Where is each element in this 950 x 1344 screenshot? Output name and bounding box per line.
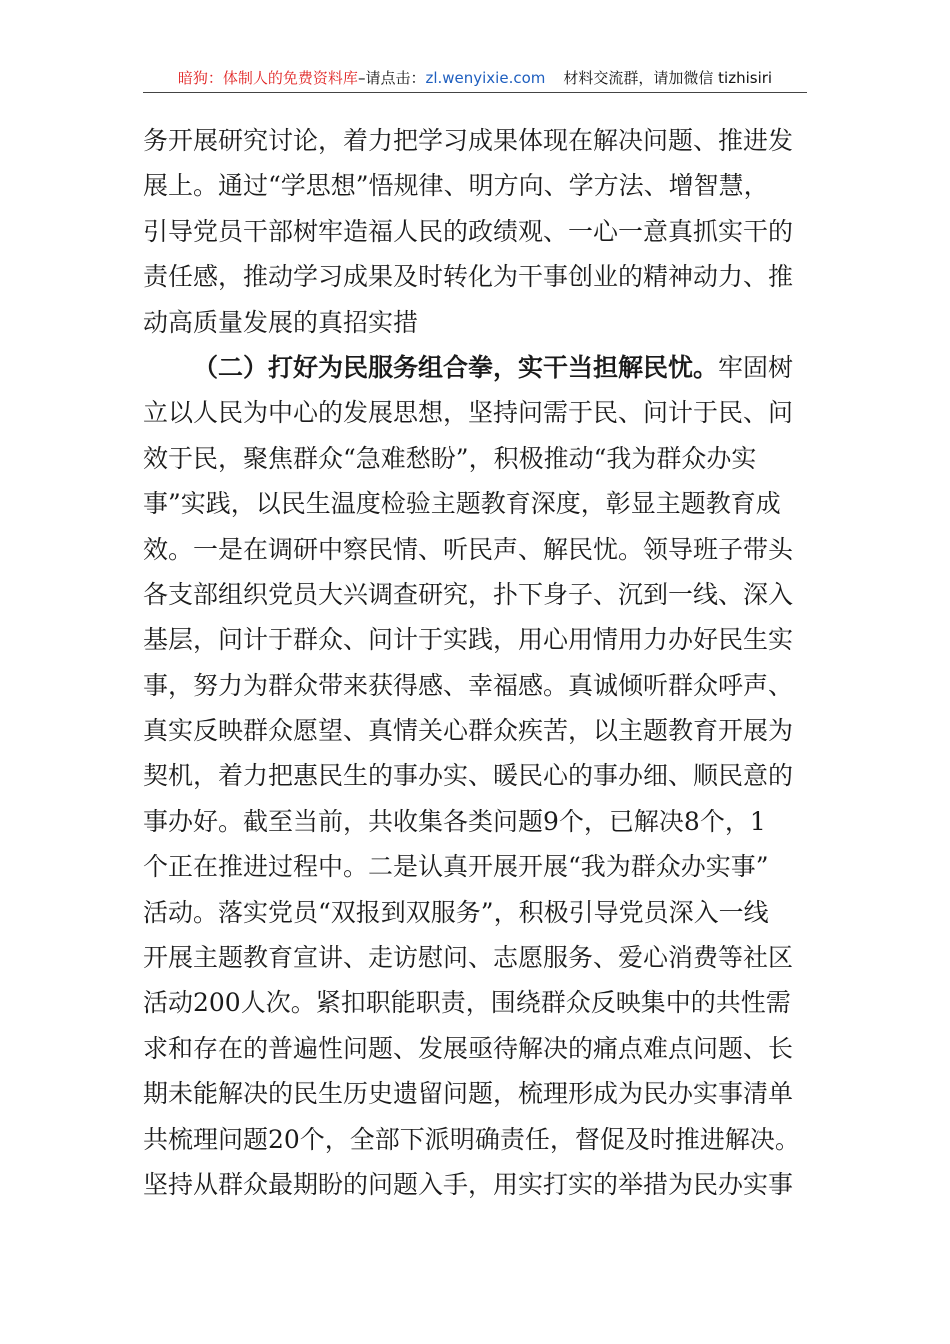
text-line: 责任感，推动学习成果及时转化为干事创业的精神动力、推 — [143, 262, 794, 292]
text-line: 动高质量发展的真招实措 — [143, 307, 419, 337]
section-heading: （二）打好为民服务组合拳，实干当担解民忧。 — [193, 352, 719, 382]
text-line: 事办好。截至当前，共收集各类问题9个，已解决8个，1 — [143, 806, 766, 836]
text-line: 期未能解决的民生历史遗留问题，梳理形成为民办实事清单 — [143, 1079, 794, 1109]
header-wechat-note: 材料交流群，请加微信 tizhisiri — [563, 69, 773, 87]
text-line: 事”实践，以民生温度检验主题教育深度，彰显主题教育成 — [143, 489, 781, 519]
text-line: 各支部组织党员大兴调查研究，扑下身子、沉到一线、深入 — [143, 579, 794, 609]
text-line: 坚持从群众最期盼的问题入手，用实打实的举措为民办实事 — [143, 1169, 794, 1199]
text-line: 开展主题教育宣讲、走访慰问、志愿服务、爱心消费等社区 — [143, 943, 794, 973]
header-brand: 暗狗：体制人的免费资料库 — [177, 69, 358, 87]
text-line: 效于民，聚焦群众“急难愁盼”，积极推动“我为群众办实 — [143, 443, 757, 473]
text-line: 事，努力为群众带来获得感、幸福感。真诚倾听群众呼声、 — [143, 670, 794, 700]
text-line: 务开展研究讨论，着力把学习成果体现在解决问题、推进发 — [143, 126, 794, 155]
header-click-prompt: –请点击： — [357, 69, 426, 87]
header-url-link[interactable]: zl.wenyixie.com — [425, 69, 546, 87]
section-heading-line — [143, 345, 813, 390]
text-line: 基层，问计于群众、问计于实践，用心用情用力办好民生实 — [143, 625, 794, 655]
text-line: 活动。落实党员“双报到双服务”，积极引导党员深入一线 — [143, 897, 769, 927]
page-header — [143, 66, 807, 93]
text-line: 活动200人次。紧扣职能职责，围绕群众反映集中的共性需 — [143, 988, 791, 1018]
text-line: 真实反映群众愿望、真情关心群众疾苦，以主题教育开展为 — [143, 716, 794, 746]
text-line: 效。一是在调研中察民情、听民声、解民忧。领导班子带头 — [143, 534, 794, 564]
text-line: 立以人民为中心的发展思想，坚持问需于民、问计于民、问 — [143, 398, 794, 428]
text-line: 共梳理问题20个，全部下派明确责任，督促及时推进解决。 — [143, 1124, 800, 1154]
document-body — [143, 118, 813, 1207]
text-line: 展上。通过“学思想”悟规律、明方向、学方法、增智慧， — [143, 171, 769, 201]
text-line: 求和存在的普遍性问题、发展亟待解决的痛点难点问题、长 — [143, 1033, 794, 1063]
text-line: 个正在推进过程中。二是认真开展开展“我为群众办实事” — [143, 852, 769, 882]
section-heading-rest: 牢固树 — [718, 352, 794, 382]
text-line: 契机，着力把惠民生的事办实、暖民心的事办细、顺民意的 — [143, 761, 794, 791]
text-line: 引导党员干部树牢造福人民的政绩观、一心一意真抓实干的 — [143, 216, 794, 246]
